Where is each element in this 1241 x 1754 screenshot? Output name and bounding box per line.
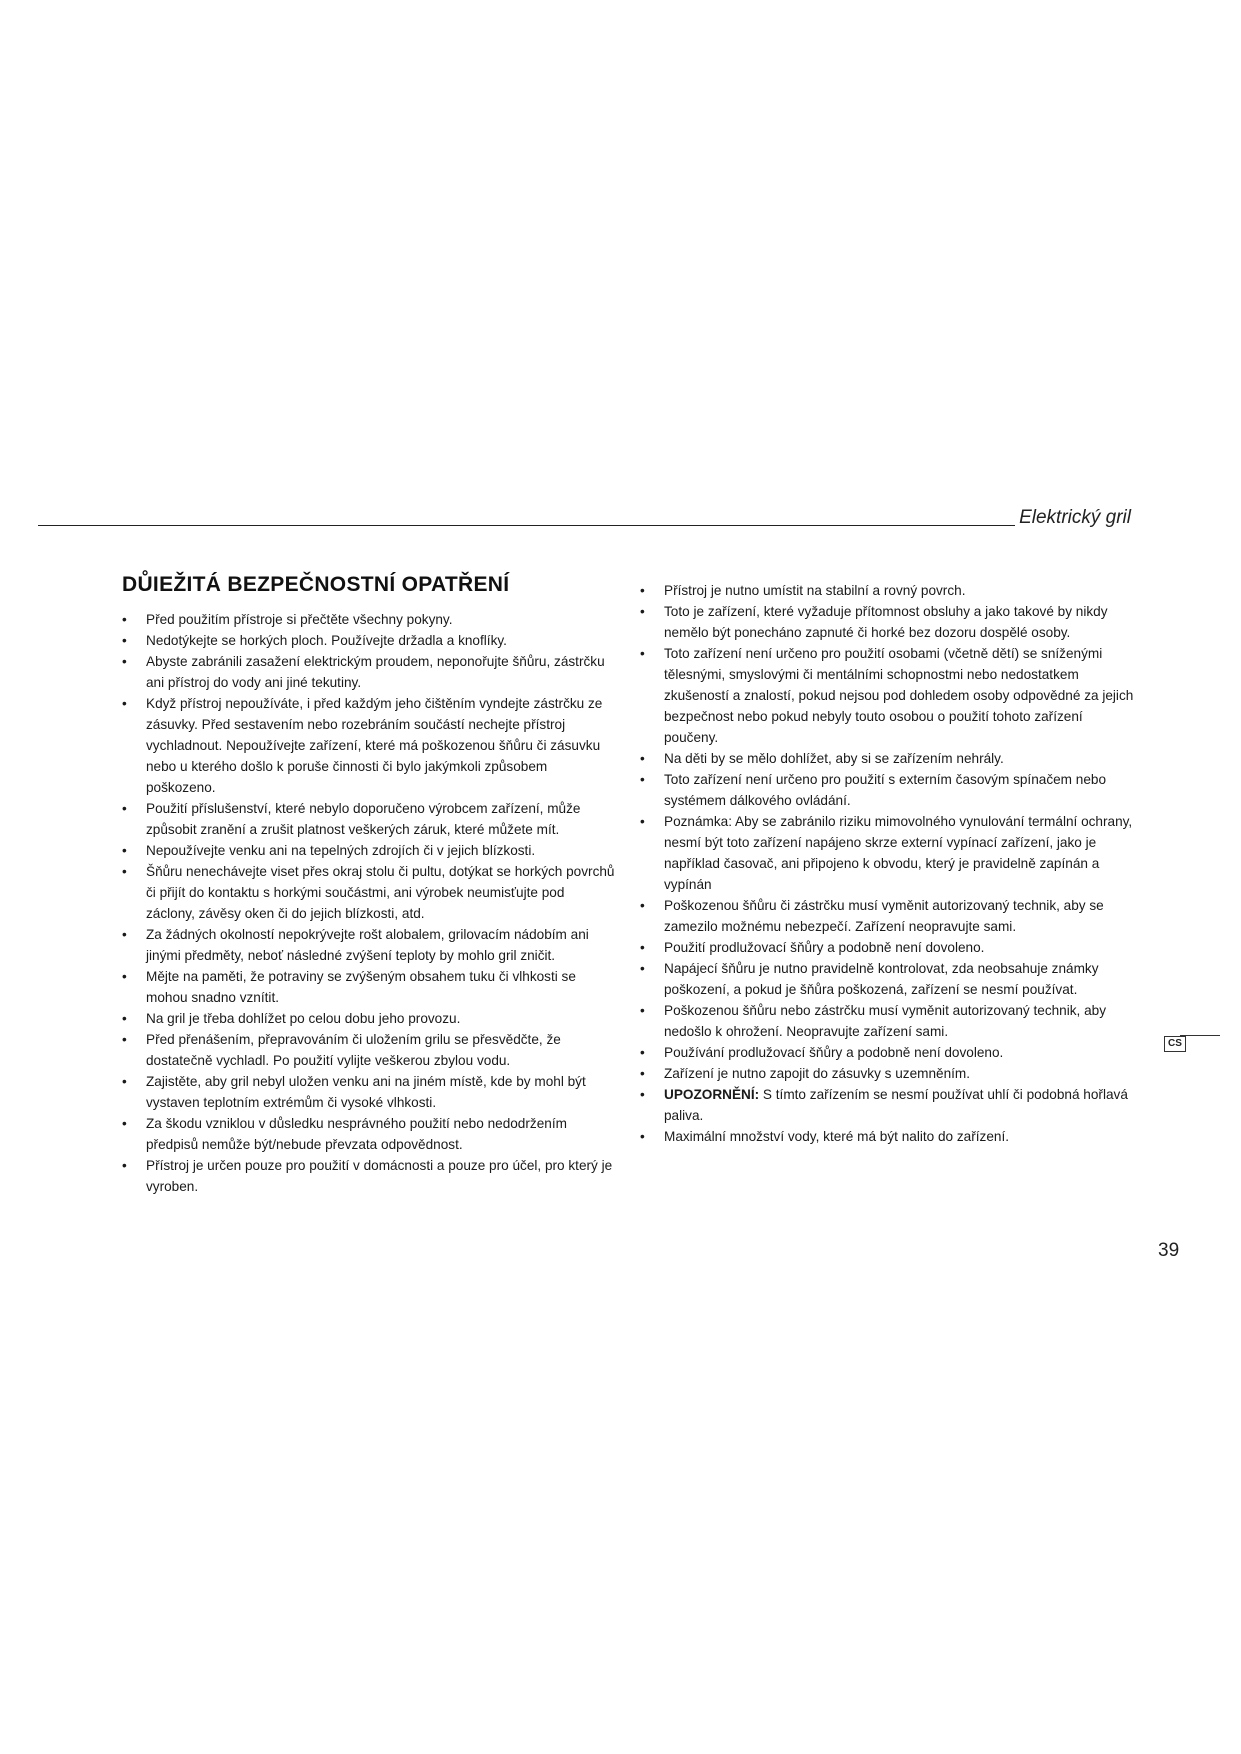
list-item <box>640 601 1138 643</box>
right-bullet-list <box>640 580 1138 1147</box>
list-item <box>122 924 616 966</box>
list-item-text: Před přenášením, přepravováním či uložením grilu se přesvědčte, že dostatečně vychladl. Po použití vylijte veškerou zbylou vodu. <box>146 1032 561 1068</box>
list-item <box>640 1063 1138 1084</box>
left-column <box>122 572 616 1197</box>
bullet-icon: • <box>640 583 645 598</box>
list-item <box>640 958 1138 1000</box>
list-item <box>122 693 616 798</box>
list-item-text: Přístroj je nutno umístit na stabilní a rovný povrch. <box>664 583 966 598</box>
bullet-icon: • <box>122 612 127 627</box>
bullet-icon: • <box>640 1066 645 1081</box>
bullet-icon: • <box>122 633 127 648</box>
bullet-icon: • <box>122 927 127 942</box>
list-item-text: Přístroj je určen pouze pro použití v domácnosti a pouze pro účel, pro který je vyroben. <box>146 1158 613 1194</box>
bullet-icon: • <box>640 1129 645 1144</box>
list-item-text: Zařízení je nutno zapojit do zásuvky s uzemněním. <box>664 1066 971 1081</box>
bullet-icon: • <box>122 801 127 816</box>
list-item <box>122 1113 616 1155</box>
bullet-icon: • <box>640 646 645 661</box>
list-item <box>122 630 616 651</box>
list-item-text: Před použitím přístroje si přečtěte všechny pokyny. <box>146 612 453 627</box>
list-item <box>122 840 616 861</box>
bullet-icon: • <box>640 772 645 787</box>
bullet-icon: • <box>122 1158 127 1173</box>
running-header-title: Elektrický gril <box>1015 507 1131 529</box>
bullet-icon: • <box>640 604 645 619</box>
bullet-icon: • <box>640 751 645 766</box>
list-item <box>640 937 1138 958</box>
list-item <box>640 580 1138 601</box>
list-item <box>122 861 616 924</box>
list-item-text: Mějte na paměti, že potraviny se zvýšeným obsahem tuku či vlhkosti se mohou snadno vznítit. <box>146 969 576 1005</box>
list-item <box>640 769 1138 811</box>
page-number: 39 <box>1158 1240 1180 1261</box>
list-item-text: Poznámka: Aby se zabránilo riziku mimovolného vynulování termální ochrany, nesmí být toto zařízení napájeno skrze externí vypínací zařízení, jako je například časovač, ani připojeno k obvodu, který je pravidelně zapínán a vypínán <box>664 814 1133 892</box>
bullet-icon: • <box>640 961 645 976</box>
bullet-icon: • <box>640 940 645 955</box>
list-item-text: Napájecí šňůru je nutno pravidelně kontrolovat, zda neobsahuje známky poškození, a pokud je šňůra poškozená, zařízení se nesmí používat. <box>664 961 1099 997</box>
bullet-icon: • <box>640 1003 645 1018</box>
bullet-icon: • <box>640 898 645 913</box>
language-tab-label: CS <box>1164 1036 1186 1052</box>
bullet-icon: • <box>122 1032 127 1047</box>
bullet-icon: • <box>122 843 127 858</box>
list-item-text: Zajistěte, aby gril nebyl uložen venku ani na jiném místě, kde by mohl být vystaven teplotním extrémům či vysoké vlhkosti. <box>146 1074 586 1110</box>
list-item-text: Toto je zařízení, které vyžaduje přítomnost obsluhy a jako takové by nikdy nemělo být ponecháno zapnuté či horké bez dozoru dospělé osoby. <box>664 604 1108 640</box>
list-item <box>640 748 1138 769</box>
list-item <box>640 1042 1138 1063</box>
bullet-icon: • <box>122 969 127 984</box>
warning-text: S tímto zařízením se nesmí používat uhlí či podobná hořlavá paliva. <box>664 1087 1128 1123</box>
left-bullet-list <box>122 609 616 1197</box>
warning-item <box>640 1084 1138 1126</box>
list-item <box>640 1000 1138 1042</box>
bullet-icon: • <box>122 1116 127 1131</box>
bullet-icon: • <box>122 1074 127 1089</box>
bullet-icon: • <box>122 864 127 879</box>
list-item <box>122 966 616 1008</box>
list-item <box>640 1126 1138 1147</box>
list-item-text: Poškozenou šňůru nebo zástrčku musí vyměnit autorizovaný technik, aby nedošlo k ohrožení. Neopravujte zařízení sami. <box>664 1003 1107 1039</box>
header-rule <box>38 525 1018 526</box>
list-item-text: Maximální množství vody, které má být nalito do zařízení. <box>664 1129 1010 1144</box>
bullet-icon: • <box>640 1045 645 1060</box>
list-item <box>640 895 1138 937</box>
list-item-text: Šňůru nenechávejte viset přes okraj stolu či pultu, dotýkat se horkých povrchů či přijít do kontaktu s horkými součástmi, ani výrobek neumisťujte pod záclony, závěsy oken či do jejich blízkosti, atd. <box>146 864 615 921</box>
list-item <box>640 811 1138 895</box>
list-item <box>122 1071 616 1113</box>
bullet-icon: • <box>640 1087 645 1102</box>
list-item-text: Poškozenou šňůru či zástrčku musí vyměnit autorizovaný technik, aby se zamezilo možnému nebezpečí. Zařízení neopravujte sami. <box>664 898 1104 934</box>
list-item-text: Používání prodlužovací šňůry a podobně není dovoleno. <box>664 1045 1004 1060</box>
warning-label: UPOZORNĚNÍ: <box>664 1087 760 1102</box>
list-item-text: Toto zařízení není určeno pro použití osobami (včetně dětí) se sníženými tělesnými, smyslovými či mentálními schopnostmi nebo nedostatkem zkušeností a znalostí, pokud nejsou pod dohledem osoby odpovědné za jejich bezpečnost nebo pokud nebyly touto osobou o použití tohoto zařízení poučeny. <box>664 646 1134 745</box>
language-tab-line <box>1180 1035 1220 1036</box>
list-item-text: Použití příslušenství, které nebylo doporučeno výrobcem zařízení, může způsobit zranění a zrušit platnost veškerých záruk, které můžete mít. <box>146 801 581 837</box>
bullet-icon: • <box>122 696 127 711</box>
list-item-text: Za škodu vzniklou v důsledku nesprávného použití nebo nedodržením předpisů nemůže být/nebude převzata odpovědnost. <box>146 1116 567 1152</box>
list-item <box>122 1155 616 1197</box>
right-column <box>640 580 1138 1147</box>
list-item-text: Za žádných okolností nepokrývejte rošt alobalem, grilovacím nádobím ani jinými předměty, neboť následné zvýšení teploty by mohlo gril zničit. <box>146 927 589 963</box>
language-tab <box>1164 1034 1212 1056</box>
list-item-text: Když přístroj nepoužíváte, i před každým jeho čištěním vyndejte zástrčku ze zásuvky. Před sestavením nebo rozebráním součástí nechejte přístroj vychladnout. Nepoužívejte zařízení, které má poškozenou šňůru či zásuvku nebo u kterého došlo k poruše činnosti či bylo jakýmkoli způsobem poškozeno. <box>146 696 603 795</box>
list-item <box>122 1029 616 1071</box>
section-heading: DŮIEŽITÁ BEZPEČNOSTNÍ OPATŘENÍ <box>122 573 510 596</box>
list-item-text: Na gril je třeba dohlížet po celou dobu jeho provozu. <box>146 1011 461 1026</box>
bullet-icon: • <box>122 1011 127 1026</box>
list-item-text: Toto zařízení není určeno pro použití s externím časovým spínačem nebo systémem dálkového ovládání. <box>664 772 1107 808</box>
list-item-text: Abyste zabránili zasažení elektrickým proudem, neponořujte šňůru, zástrčku ani přístroj do vody ani jiné tekutiny. <box>146 654 605 690</box>
list-item <box>640 643 1138 748</box>
list-item-text: Nedotýkejte se horkých ploch. Používejte držadla a knoflíky. <box>146 633 507 648</box>
list-item-text: Použití prodlužovací šňůry a podobně není dovoleno. <box>664 940 985 955</box>
list-item <box>122 798 616 840</box>
bullet-icon: • <box>122 654 127 669</box>
list-item-text: Nepoužívejte venku ani na tepelných zdrojích či v jejich blízkosti. <box>146 843 536 858</box>
list-item <box>122 651 616 693</box>
list-item <box>122 609 616 630</box>
list-item-text: Na děti by se mělo dohlížet, aby si se zařízením nehrály. <box>664 751 1004 766</box>
bullet-icon: • <box>640 814 645 829</box>
list-item <box>122 1008 616 1029</box>
